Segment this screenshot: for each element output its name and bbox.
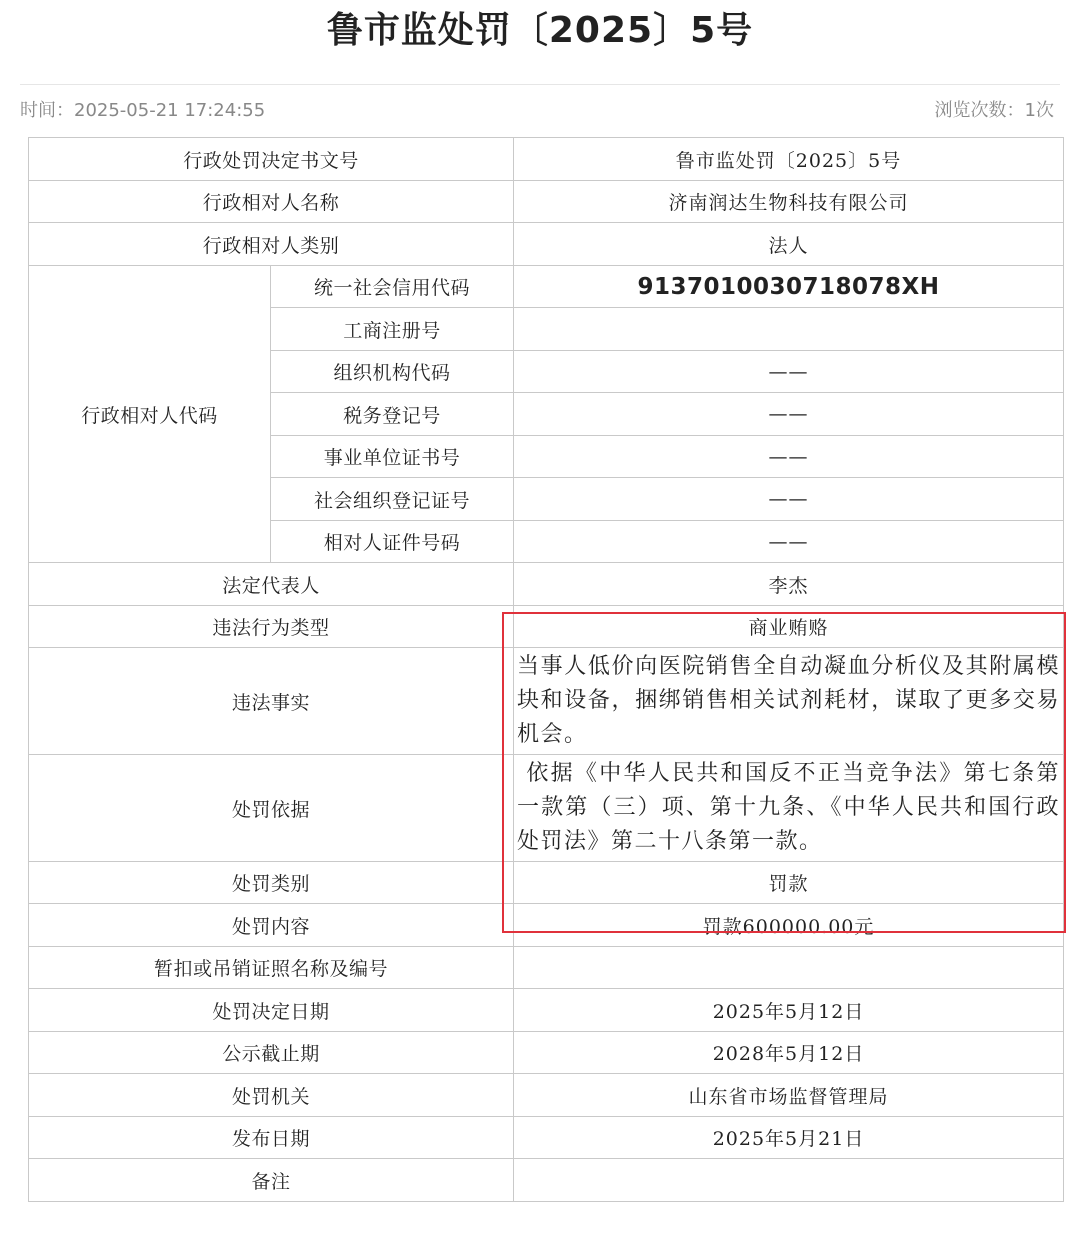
table-row bbox=[29, 223, 1064, 266]
table-row bbox=[29, 989, 1064, 1032]
row-label-party-name: 行政相对人名称 bbox=[29, 181, 514, 223]
penalty-info-table bbox=[28, 137, 1064, 1202]
row-label-party-code-group: 行政相对人代码 bbox=[29, 266, 271, 563]
row-label-publicity-deadline: 公示截止期 bbox=[29, 1032, 514, 1074]
row-value-penalty-basis: 依据《中华人民共和国反不正当竞争法》第七条第一款第（三）项、第十九条、《中华人民共和国行政处罚法》第二十八条第一款。 bbox=[514, 755, 1064, 862]
row-value-business-registration bbox=[514, 308, 1064, 351]
row-value-decision-date: 2025年5月12日 bbox=[514, 989, 1064, 1032]
row-value-tax-registration: —— bbox=[514, 393, 1064, 436]
table-row bbox=[29, 138, 1064, 181]
row-label-id-document-number: 相对人证件号码 bbox=[271, 521, 514, 563]
row-label-party-type: 行政相对人类别 bbox=[29, 223, 514, 266]
row-label-penalty-content: 处罚内容 bbox=[29, 904, 514, 947]
table-row bbox=[29, 563, 1064, 606]
row-label-organization-code: 组织机构代码 bbox=[271, 351, 514, 393]
table-row bbox=[29, 755, 1064, 862]
row-value-credit-code: 9137010030718078XH bbox=[514, 266, 1064, 308]
row-label-decision-date: 处罚决定日期 bbox=[29, 989, 514, 1032]
table-row bbox=[29, 1159, 1064, 1202]
table-row bbox=[29, 181, 1064, 223]
table-row bbox=[29, 1117, 1064, 1159]
row-value-social-org-registration: —— bbox=[514, 478, 1064, 521]
row-value-license-revocation bbox=[514, 947, 1064, 989]
table-row bbox=[29, 947, 1064, 989]
table-row bbox=[29, 904, 1064, 947]
row-value-id-document-number: —— bbox=[514, 521, 1064, 563]
table-row bbox=[29, 648, 1064, 755]
row-value-violation-type: 商业贿赂 bbox=[514, 606, 1064, 648]
table-row bbox=[29, 606, 1064, 648]
table-row bbox=[29, 1074, 1064, 1117]
view-count: 浏览次数：1次 bbox=[934, 100, 1054, 121]
row-label-business-registration: 工商注册号 bbox=[271, 308, 514, 351]
row-label-penalty-basis: 处罚依据 bbox=[29, 755, 514, 862]
row-value-violation-facts: 当事人低价向医院销售全自动凝血分析仪及其附属模块和设备，捆绑销售相关试剂耗材，谋取了更多交易机会。 bbox=[514, 648, 1064, 755]
publish-time: 时间：2025-05-21 17:24:55 bbox=[20, 100, 266, 121]
row-label-credit-code: 统一社会信用代码 bbox=[271, 266, 514, 308]
row-label-remarks: 备注 bbox=[29, 1159, 514, 1202]
row-value-party-name: 济南润达生物科技有限公司 bbox=[514, 181, 1064, 223]
row-value-document-number: 鲁市监处罚〔2025〕5号 bbox=[514, 138, 1064, 181]
row-value-organization-code: —— bbox=[514, 351, 1064, 393]
row-value-publicity-deadline: 2028年5月12日 bbox=[514, 1032, 1064, 1074]
row-value-remarks bbox=[514, 1159, 1064, 1202]
row-value-institution-certificate: —— bbox=[514, 436, 1064, 478]
row-value-party-type: 法人 bbox=[514, 223, 1064, 266]
row-label-violation-facts: 违法事实 bbox=[29, 648, 514, 755]
row-label-release-date: 发布日期 bbox=[29, 1117, 514, 1159]
table-row bbox=[29, 266, 1064, 308]
title-divider bbox=[20, 84, 1060, 85]
row-label-document-number: 行政处罚决定书文号 bbox=[29, 138, 514, 181]
row-label-license-revocation: 暂扣或吊销证照名称及编号 bbox=[29, 947, 514, 989]
row-label-violation-type: 违法行为类型 bbox=[29, 606, 514, 648]
row-value-penalty-authority: 山东省市场监督管理局 bbox=[514, 1074, 1064, 1117]
row-label-social-org-registration: 社会组织登记证号 bbox=[271, 478, 514, 521]
table-row bbox=[29, 862, 1064, 904]
row-value-penalty-content: 罚款600000.00元 bbox=[514, 904, 1064, 947]
row-label-institution-certificate: 事业单位证书号 bbox=[271, 436, 514, 478]
table-row bbox=[29, 1032, 1064, 1074]
row-label-penalty-authority: 处罚机关 bbox=[29, 1074, 514, 1117]
row-label-legal-representative: 法定代表人 bbox=[29, 563, 514, 606]
row-value-penalty-category: 罚款 bbox=[514, 862, 1064, 904]
page-title: 鲁市监处罚〔2025〕5号 bbox=[326, 10, 754, 51]
row-value-legal-representative: 李杰 bbox=[514, 563, 1064, 606]
row-value-release-date: 2025年5月21日 bbox=[514, 1117, 1064, 1159]
row-label-tax-registration: 税务登记号 bbox=[271, 393, 514, 436]
row-label-penalty-category: 处罚类别 bbox=[29, 862, 514, 904]
